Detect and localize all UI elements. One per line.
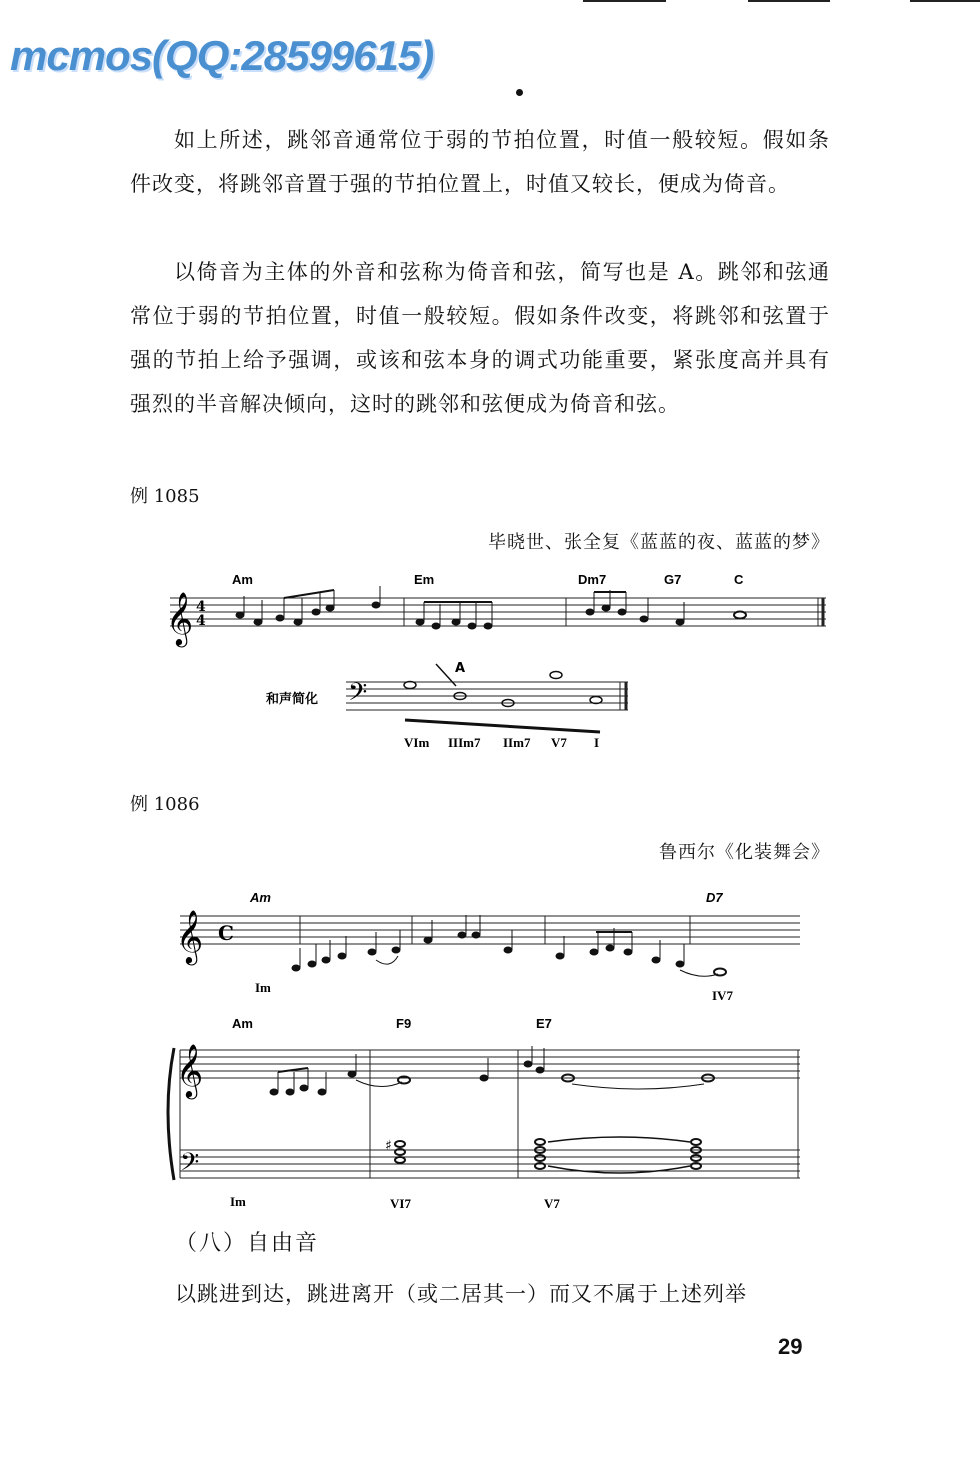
roman-numerals [404, 735, 599, 750]
harmony-notes [404, 664, 602, 732]
watermark: mcmos(QQ:28599615) [10, 32, 434, 79]
example-1086-label: 例 1086 [130, 794, 200, 815]
treble-clef-icon: 𝄞 [166, 591, 194, 645]
chord-symbols [232, 572, 744, 587]
chord-symbol: Em [414, 572, 435, 587]
chord-symbol: Am [250, 890, 271, 905]
chord-symbol: Dm7 [578, 572, 607, 587]
example-1086-source: 鲁西尔《化装舞会》 [659, 842, 830, 863]
roman-numeral: IIm7 [503, 735, 531, 750]
scan-dot [516, 89, 523, 96]
time-signature: 4 [196, 599, 206, 615]
example-1086-score [0, 880, 980, 1210]
time-signature: 4 [196, 613, 206, 629]
roman-numeral: IIIm7 [448, 735, 481, 750]
paragraph-1: 如上所述，跳邻音通常位于弱的节拍位置，时值一般较短。假如条件改变，将跳邻音置于强的节拍位置上，时值又较长，便成为倚音。 [130, 128, 830, 196]
harmony-staff [346, 682, 628, 710]
appoggiatura-mark: A [455, 661, 466, 676]
melody-notes [236, 586, 746, 629]
scan-line [910, 0, 980, 2]
chord-symbol: C [734, 572, 744, 587]
scan-line [583, 0, 666, 2]
scan-line [748, 0, 830, 2]
example-1085-label: 例 1085 [130, 486, 200, 507]
paragraph-3: 以跳进到达，跳进离开（或二居其一）而又不属于上述列举 [175, 1282, 747, 1306]
treble-clef-icon: 𝄞 [176, 909, 204, 963]
bass-clef-icon: 𝄢 [180, 1148, 200, 1183]
melody-notes [292, 915, 726, 976]
example-1085-source: 毕晓世、张全复《蓝蓝的夜、蓝蓝的梦》 [488, 532, 830, 553]
harmony-label: 和声简化 [266, 692, 319, 707]
grand-staff-brace [168, 1048, 174, 1180]
roman-numeral: I [594, 735, 600, 750]
roman-numeral: V7 [544, 1196, 560, 1211]
roman-numeral: Im [255, 980, 271, 995]
paragraph-2: 以倚音为主体的外音和弦称为倚音和弦，简写也是 A。跳邻和弦通常位于弱的节拍位置，时值一般较短。假如条件改变，将跳邻和弦置于强的节拍上给予强调，或该和弦本身的调式功能重要，紧张度高并具有强烈的半音解决倾向，这时的跳邻和弦便成为倚音和弦。 [130, 260, 830, 416]
grand-staff-notes [270, 1046, 714, 1173]
example-1085-score [0, 560, 980, 760]
roman-numeral: IV7 [712, 988, 733, 1003]
section-heading: （八）自由音 [175, 1231, 320, 1256]
roman-numeral: Im [230, 1194, 246, 1209]
treble-clef-icon: 𝄞 [176, 1043, 204, 1097]
grand-staff [180, 1050, 800, 1178]
melody-staff [170, 598, 826, 626]
roman-numeral: VI7 [390, 1196, 411, 1211]
chord-symbol: Am [232, 572, 253, 587]
sharp-icon: ♯ [385, 1138, 392, 1154]
common-time-icon: C [218, 921, 234, 945]
chord-symbol: E7 [536, 1016, 552, 1031]
roman-numeral: V7 [551, 735, 567, 750]
bass-clef-icon: 𝄢 [348, 678, 368, 713]
chord-symbol: Am [232, 1016, 253, 1031]
chord-symbol: G7 [664, 572, 682, 587]
chord-symbol: D7 [706, 890, 723, 905]
chord-symbol: F9 [396, 1016, 412, 1031]
page-number: 29 [778, 1334, 803, 1359]
roman-numeral: VIm [404, 735, 430, 750]
melody-staff [180, 916, 800, 944]
